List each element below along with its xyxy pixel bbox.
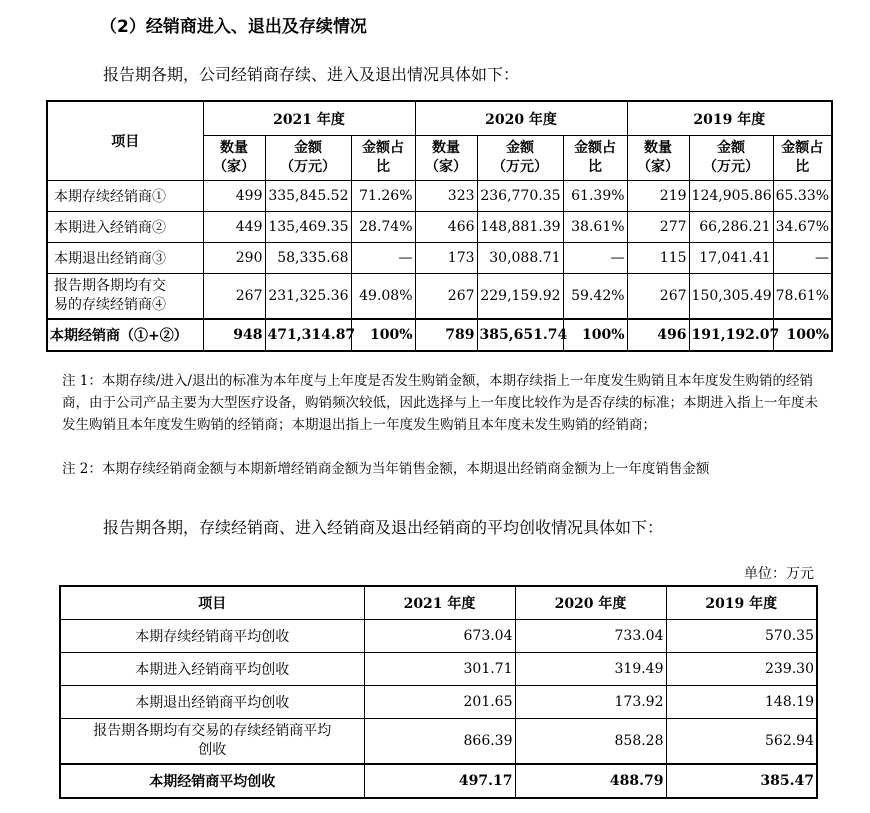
row-label: 本期存续经销商① (47, 181, 203, 212)
table-cell: 866.39 (364, 719, 515, 765)
table-row (47, 243, 832, 274)
row-label: 本期退出经销商平均创收 (60, 686, 364, 719)
table-cell: 496 (627, 319, 689, 351)
table-cell: 449 (203, 212, 265, 243)
table-cell: 100% (773, 319, 832, 351)
unit-label: 单位：万元 (744, 566, 814, 582)
average-revenue-table (59, 585, 818, 799)
table-cell: 385.47 (666, 764, 817, 798)
distributor-status-table (46, 100, 833, 352)
column-subheader: 金额 （万元） (477, 136, 563, 181)
table-cell: 135,469.35 (265, 212, 351, 243)
total-row-label: 本期经销商平均创收 (60, 764, 364, 798)
table-cell: 148,881.39 (477, 212, 563, 243)
table-cell: 17,041.41 (689, 243, 773, 274)
table-cell: 78.61% (773, 274, 832, 320)
table-cell: 173 (415, 243, 477, 274)
intro-paragraph-1: 报告期各期，公司经销商存续、进入及退出情况具体如下： (103, 65, 520, 84)
table-cell: 150,305.49 (689, 274, 773, 320)
table-cell: 570.35 (666, 620, 817, 653)
table-cell: 59.42% (563, 274, 627, 320)
table-cell: 28.74% (351, 212, 415, 243)
table-header-row (60, 586, 817, 620)
intro-paragraph-2: 报告期各期，存续经销商、进入经销商及退出经销商的平均创收情况具体如下： (103, 518, 664, 537)
table-total-row (47, 319, 832, 351)
column-header-year: 2019 年度 (627, 101, 832, 136)
table-cell: — (563, 243, 627, 274)
table-cell: 858.28 (515, 719, 666, 765)
table-cell: 191,192.07 (689, 319, 773, 351)
footnote-1: 注 1：本期存续/进入/退出的标准为本年度与上年度是否发生购销金额，本期存续指上一年度发生购销且本年度发生购销的经销商，由于公司产品主要为大型医疗设备，购销频次较低，因此选择与上一年度比较作为是否存续的标准；本期进入指上一年度未发生购销且本年度发生购销的经销商；本期退出指上一年度发生购销且本年度未发生购销的经销商； (62, 373, 818, 433)
column-subheader: 金额占 比 (773, 136, 832, 181)
table-cell: 733.04 (515, 620, 666, 653)
table-cell: 499 (203, 181, 265, 212)
row-label: 本期进入经销商平均创收 (60, 653, 364, 686)
table-cell: — (773, 243, 832, 274)
column-subheader: 金额 （万元） (689, 136, 773, 181)
row-label: 本期退出经销商③ (47, 243, 203, 274)
total-row-label: 本期经销商（①+②） (47, 319, 203, 351)
table-cell: 201.65 (364, 686, 515, 719)
table-total-row (60, 764, 817, 798)
column-subheader: 数量 （家） (203, 136, 265, 181)
column-header: 项目 (60, 586, 364, 620)
table-cell: 61.39% (563, 181, 627, 212)
table-cell: 71.26% (351, 181, 415, 212)
table-cell: 173.92 (515, 686, 666, 719)
column-header: 2019 年度 (666, 586, 817, 620)
table-row (47, 181, 832, 212)
table-cell: 65.33% (773, 181, 832, 212)
table-cell: 290 (203, 243, 265, 274)
table-cell: 66,286.21 (689, 212, 773, 243)
table-row (60, 620, 817, 653)
table-cell: 497.17 (364, 764, 515, 798)
table-cell: 124,905.86 (689, 181, 773, 212)
column-header: 2020 年度 (515, 586, 666, 620)
table-cell: 100% (563, 319, 627, 351)
table-cell: 301.71 (364, 653, 515, 686)
row-label: 报告期各期均有交 易的存续经销商④ (47, 274, 203, 320)
row-label: 本期存续经销商平均创收 (60, 620, 364, 653)
table-cell: 49.08% (351, 274, 415, 320)
table-cell: 789 (415, 319, 477, 351)
table-cell: 100% (351, 319, 415, 351)
table-cell: 488.79 (515, 764, 666, 798)
table-cell: 471,314.87 (265, 319, 351, 351)
table-row (60, 719, 817, 765)
table-cell: 58,335.68 (265, 243, 351, 274)
column-subheader: 金额 （万元） (265, 136, 351, 181)
column-subheader: 金额占 比 (563, 136, 627, 181)
table-row (60, 653, 817, 686)
table-cell: 385,651.74 (477, 319, 563, 351)
table-cell: 267 (627, 274, 689, 320)
table-row (47, 212, 832, 243)
table-cell: 30,088.71 (477, 243, 563, 274)
table-row (47, 274, 832, 320)
table-cell: 239.30 (666, 653, 817, 686)
table-cell: 562.94 (666, 719, 817, 765)
table-cell: 948 (203, 319, 265, 351)
table-cell: 148.19 (666, 686, 817, 719)
table-cell: 319.49 (515, 653, 666, 686)
table-cell: — (351, 243, 415, 274)
table-cell: 231,325.36 (265, 274, 351, 320)
table-cell: 34.67% (773, 212, 832, 243)
column-header-project: 项目 (47, 101, 203, 181)
table-cell: 229,159.92 (477, 274, 563, 320)
column-subheader: 金额占 比 (351, 136, 415, 181)
table-cell: 38.61% (563, 212, 627, 243)
column-header-year: 2021 年度 (203, 101, 415, 136)
table-cell: 267 (203, 274, 265, 320)
table-cell: 219 (627, 181, 689, 212)
table-cell: 335,845.52 (265, 181, 351, 212)
row-label: 报告期各期均有交易的存续经销商平均 创收 (60, 719, 364, 765)
table-cell: 267 (415, 274, 477, 320)
footnote-2: 注 2：本期存续经销商金额与本期新增经销商金额为当年销售金额，本期退出经销商金额为上一年度销售金额 (62, 461, 710, 477)
table-cell: 236,770.35 (477, 181, 563, 212)
table-cell: 673.04 (364, 620, 515, 653)
table-cell: 466 (415, 212, 477, 243)
column-header-year: 2020 年度 (415, 101, 627, 136)
column-header: 2021 年度 (364, 586, 515, 620)
table-row (60, 686, 817, 719)
section-heading: （2）经销商进入、退出及存续情况 (100, 17, 367, 37)
table-header-row (47, 101, 832, 136)
table-cell: 277 (627, 212, 689, 243)
column-subheader: 数量 （家） (415, 136, 477, 181)
table-cell: 323 (415, 181, 477, 212)
column-subheader: 数量 （家） (627, 136, 689, 181)
row-label: 本期进入经销商② (47, 212, 203, 243)
table-cell: 115 (627, 243, 689, 274)
